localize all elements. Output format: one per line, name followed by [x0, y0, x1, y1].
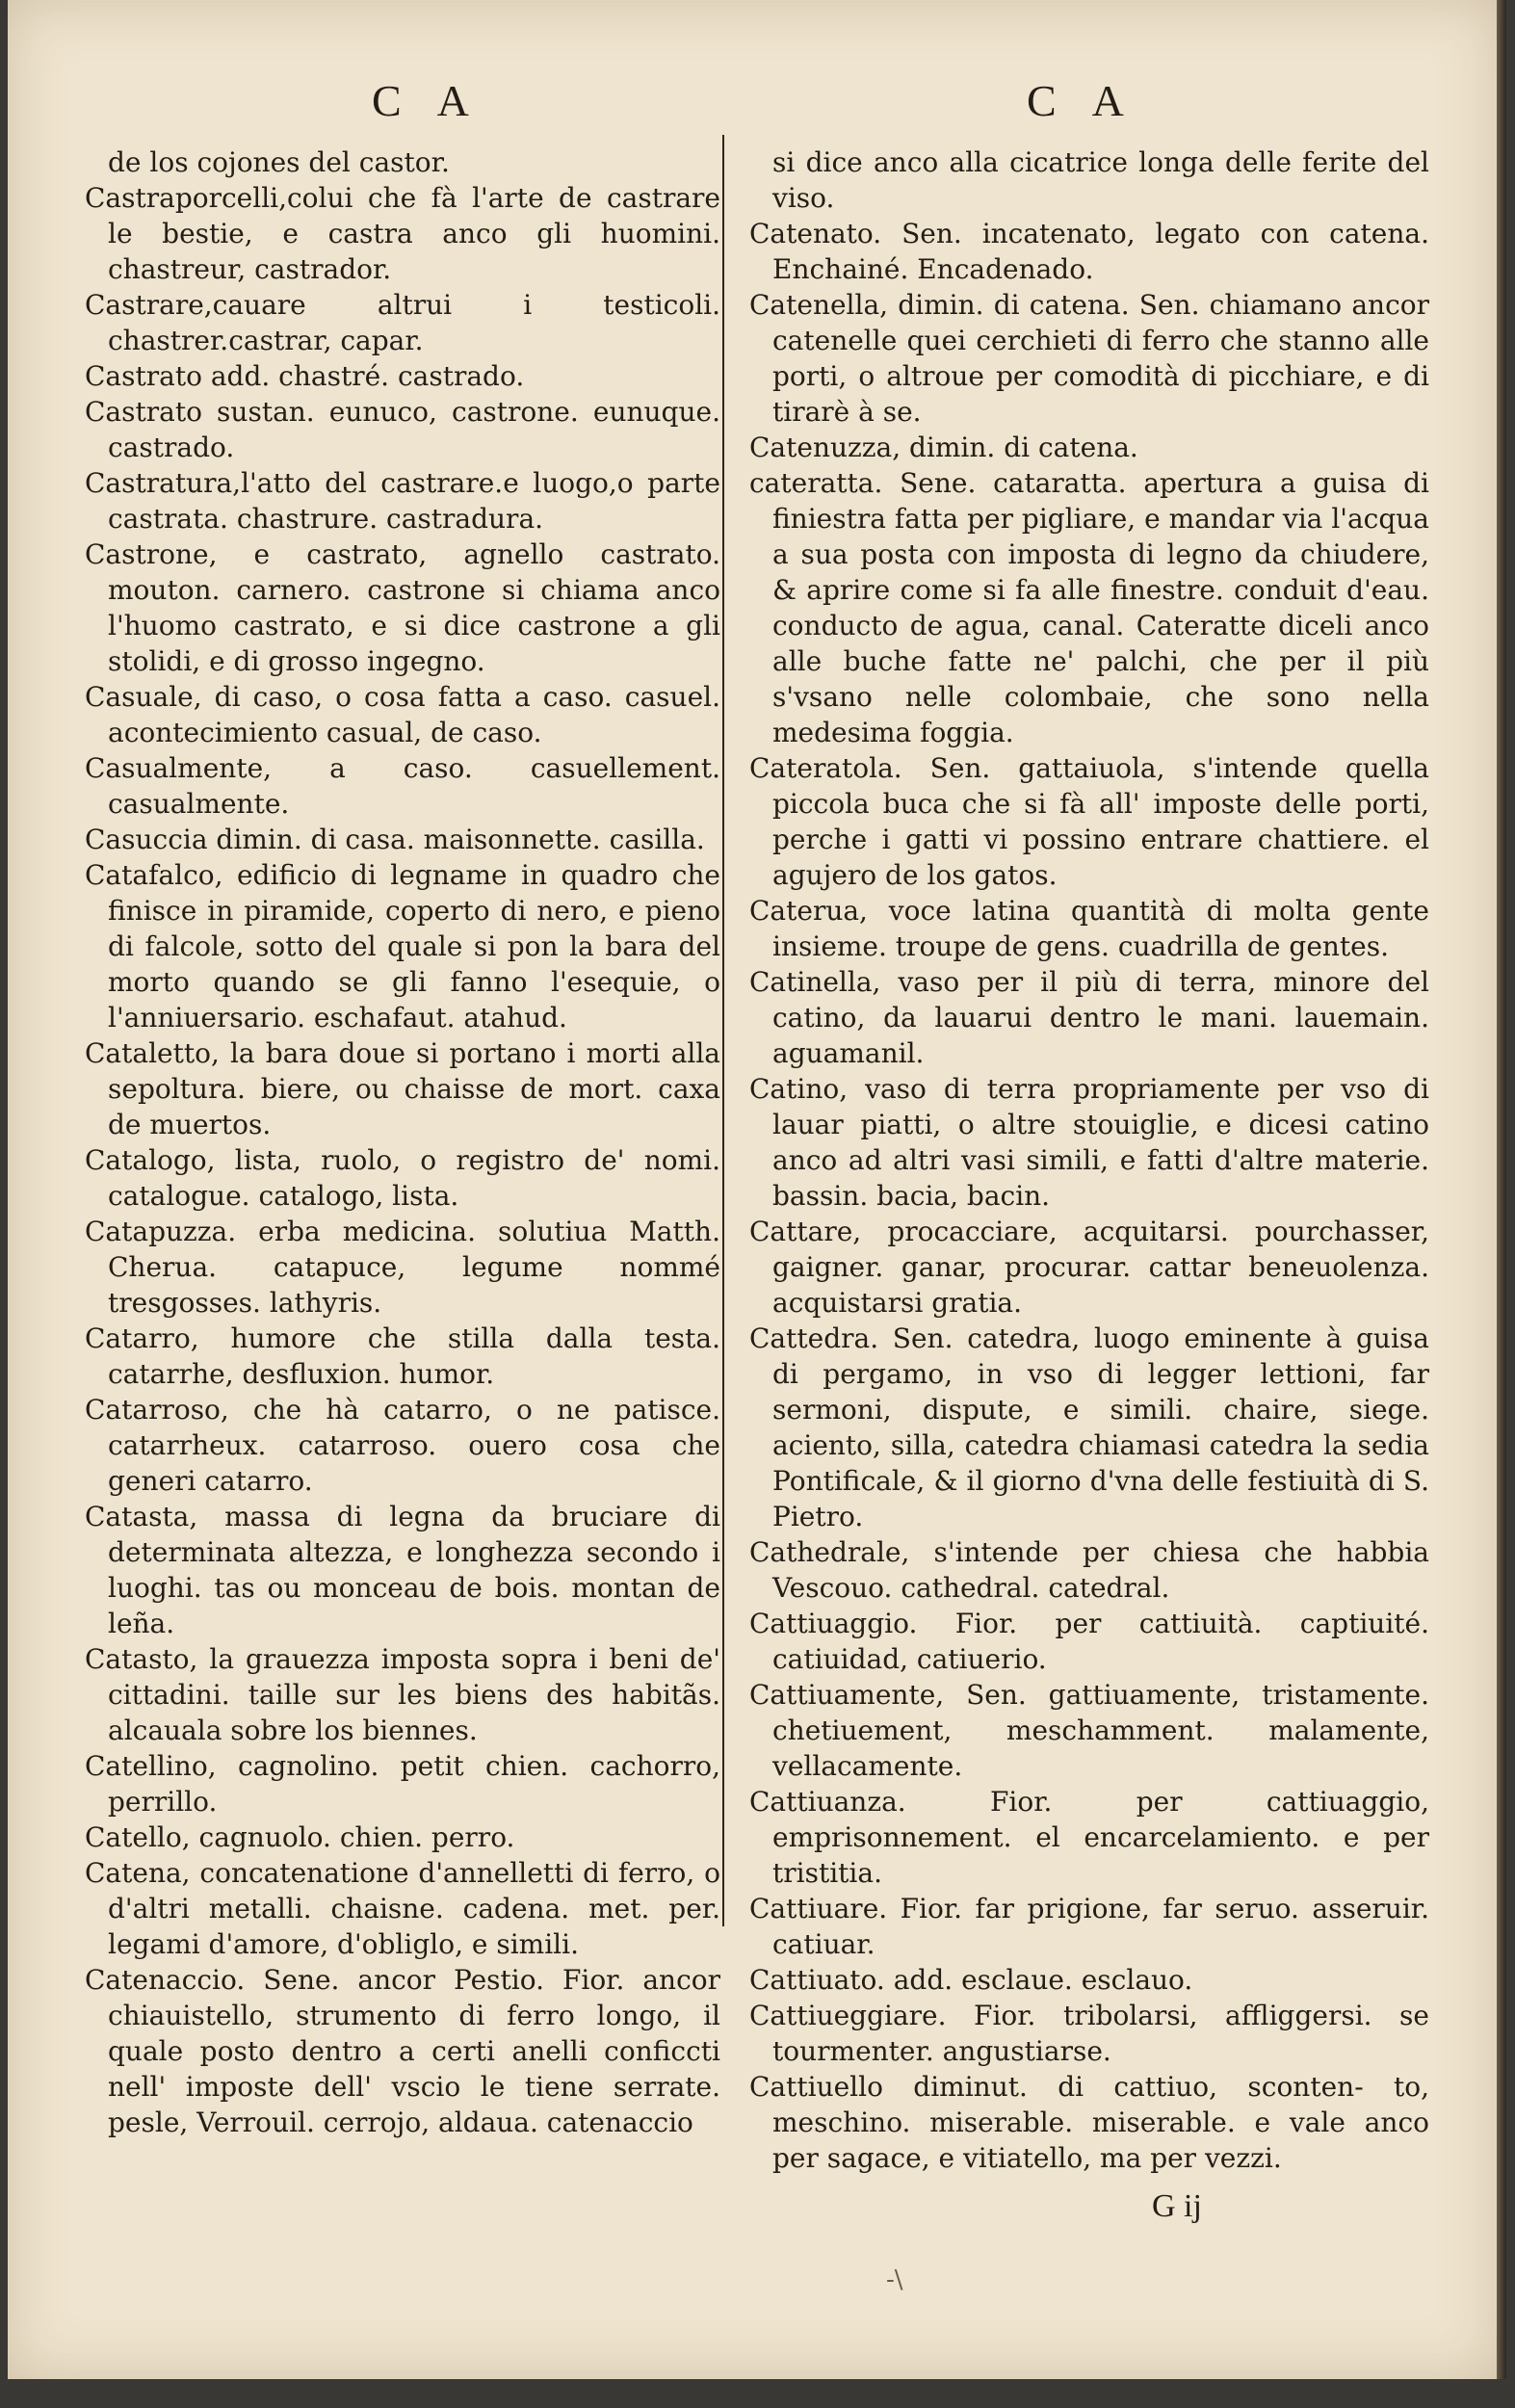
- dictionary-entry: Cattiueggiare. Fior. tribolarsi, affliggersi. se tourmenter. angustiarse.: [749, 2000, 1429, 2067]
- dictionary-entry: Cateratola. Sen. gattaiuola, s'intende quella piccola buca che si fà all' imposte delle porti, perche i gatti vi possino entrare chattiere. el agujero de los gatos.: [749, 752, 1429, 891]
- dictionary-entry: Catinella, vaso per il più di terra, minore del catino, da lauarui dentro le mani. lauemain. aguamanil.: [749, 966, 1429, 1069]
- dictionary-entry: Cattiuamente, Sen. gattiuamente, tristamente. chetiuement, meschamment. malamente, vellacamente.: [749, 1679, 1429, 1782]
- dictionary-entry: Cataletto, la bara doue si portano i morti alla sepoltura. biere, ou chaisse de mort. caxa de muertos.: [85, 1037, 720, 1140]
- dictionary-entry: Castrone, e castrato, agnello castrato. mouton. carnero. castrone si chiama anco l'huomo castrato, e si dice castrone a gli stolidi, e di grosso ingegno.: [85, 538, 720, 677]
- dictionary-entry: Catasta, massa di legna da bruciare di determinata altezza, e longhezza secondo i luoghi. tas ou monceau de bois. montan de leña.: [85, 1501, 720, 1639]
- dictionary-entry: Cathedrale, s'intende per chiesa che habbia Vescouo. cathedral. catedral.: [749, 1536, 1429, 1604]
- dictionary-entry: Casuale, di caso, o cosa fatta a caso. casuel. acontecimiento casual, de caso.: [85, 681, 720, 748]
- dictionary-entry: Catalogo, lista, ruolo, o registro de' nomi. catalogue. catalogo, lista.: [85, 1144, 720, 1212]
- dictionary-entry: Cattiuaggio. Fior. per cattiuità. captiuité. catiuidad, catiuerio.: [749, 1608, 1429, 1675]
- dictionary-entry: Catapuzza. erba medicina. solutiua Matth. Cherua. catapuce, legume nommé tresgosses. lathyris.: [85, 1216, 720, 1319]
- dictionary-entry: Catafalco, edificio di legname in quadro che finisce in piramide, coperto di nero, e pieno di falcole, sotto del quale si pon la bara del morto quando se gli fanno l'esequie, o l'anniuersario. eschafaut. atahud.: [85, 859, 720, 1034]
- left-column: [85, 144, 720, 2140]
- dictionary-entry: Catasto, la grauezza imposta sopra i beni de' cittadini. taille sur les biens des habitãs. alcauala sobre los biennes.: [85, 1643, 720, 1746]
- running-head-left: C A: [372, 76, 483, 125]
- dictionary-entry: Castraporcelli,colui che fà l'arte de castrare le bestie, e castra anco gli huomini. chastreur, castrador.: [85, 182, 720, 285]
- dictionary-entry: Castrato add. chastré. castrado.: [85, 360, 525, 392]
- dictionary-entry: cateratta. Sene. cataratta. apertura a guisa di finiestra fatta per pigliare, e mandar via l'acqua a sua posta con imposta di legno da chiudere, & aprire come si fa alle finestre. conduit d'eau. conducto de agua, canal. Cateratte diceli anco alle buche fatte ne' palchi, che per il più s'vsano nelle colombaie, che sono nella medesima foggia.: [749, 467, 1429, 748]
- dictionary-entry: Castrato sustan. eunuco, castrone. eunuque. castrado.: [85, 396, 720, 463]
- dictionary-entry: Cattiuanza. Fior. per cattiuaggio, emprisonnement. el encarcelamiento. e per tristitia.: [749, 1786, 1429, 1889]
- running-head-right: C A: [1027, 76, 1137, 125]
- book-page: [8, 0, 1499, 2379]
- dictionary-entry: Cattiuato. add. esclaue. esclauo.: [749, 1964, 1193, 1996]
- dictionary-entry: Castratura,l'atto del castrare.e luogo,o parte castrata. chastrure. castradura.: [85, 467, 720, 535]
- dictionary-entry: Catenato. Sen. incatenato, legato con catena. Enchainé. Encadenado.: [749, 218, 1429, 285]
- column-divider: [722, 135, 724, 1926]
- dictionary-entry: Catenella, dimin. di catena. Sen. chiamano ancor catenelle quei cerchieti di ferro che stanno alle porti, o altroue per comodità di picchiare, e di tirarè à se.: [749, 289, 1429, 428]
- page-edge: [1497, 0, 1506, 2379]
- dictionary-entry: Catino, vaso di terra propriamente per vso di lauar piatti, o altre stouiglie, e dicesi catino anco ad altri vasi simili, e fatti d'altre materie. bassin. bacia, bacin.: [749, 1073, 1429, 1212]
- dictionary-entry: Cattedra. Sen. catedra, luogo eminente à guisa di pergamo, in vso di legger lettioni, far sermoni, dispute, e simili. chaire, siege. aciento, silla, catedra chiamasi catedra la sedia Pontificale, & il giorno d'vna delle festiuità di S. Pietro.: [749, 1322, 1429, 1532]
- footer-mark: -\: [886, 2265, 903, 2294]
- right-column: [749, 144, 1429, 2176]
- dictionary-entry: Casuccia dimin. di casa. maisonnette. casilla.: [85, 824, 705, 855]
- dictionary-entry: Catenaccio. Sene. ancor Pestio. Fior. ancor chiauistello, strumento di ferro longo, il quale posto dentro a certi anelli conficcti nell' imposte dell' vscio le tiene serrate. pesle, Verrouil. cerrojo, aldaua. catenaccio: [85, 1964, 720, 2138]
- signature-mark: G ij: [1152, 2188, 1202, 2224]
- dictionary-entry: Caterua, voce latina quantità di molta gente insieme. troupe de gens. cuadrilla de gentes.: [749, 895, 1429, 962]
- dictionary-entry: Catellino, cagnolino. petit chien. cachorro, perrillo.: [85, 1750, 720, 1818]
- dictionary-entry: Cattiuello diminut. di cattiuo, sconten- to, meschino. miserable. miserable. e vale anco per sagace, e vitiatello, ma per vezzi.: [749, 2071, 1429, 2174]
- dictionary-entry: Catarro, humore che stilla dalla testa. catarrhe, desfluxion. humor.: [85, 1322, 720, 1390]
- dictionary-entry: Catenuzza, dimin. di catena.: [749, 432, 1138, 463]
- dictionary-entry: Cattiuare. Fior. far prigione, far seruo. asseruir. catiuar.: [749, 1893, 1429, 1960]
- dictionary-entry: de los cojones del castor.: [108, 146, 450, 178]
- dictionary-entry: Catarroso, che hà catarro, o ne patisce. catarrheux. catarroso. ouero cosa che generi catarro.: [85, 1394, 720, 1497]
- dictionary-entry: Casualmente, a caso. casuellement. casualmente.: [85, 752, 720, 820]
- dictionary-entry: Catello, cagnuolo. chien. perro.: [85, 1821, 515, 1853]
- dictionary-entry: Cattare, procacciare, acquitarsi. pourchasser, gaigner. ganar, procurar. cattar beneuolenza. acquistarsi gratia.: [749, 1216, 1429, 1319]
- dictionary-entry: Castrare,cauare altrui i testicoli. chastrer.castrar, capar.: [85, 289, 720, 356]
- dictionary-entry: Catena, concatenatione d'annelletti di ferro, o d'altri metalli. chaisne. cadena. met. per. legami d'amore, d'obliglo, e simili.: [85, 1857, 720, 1960]
- dictionary-entry: si dice anco alla cicatrice longa delle ferite del viso.: [772, 146, 1429, 214]
